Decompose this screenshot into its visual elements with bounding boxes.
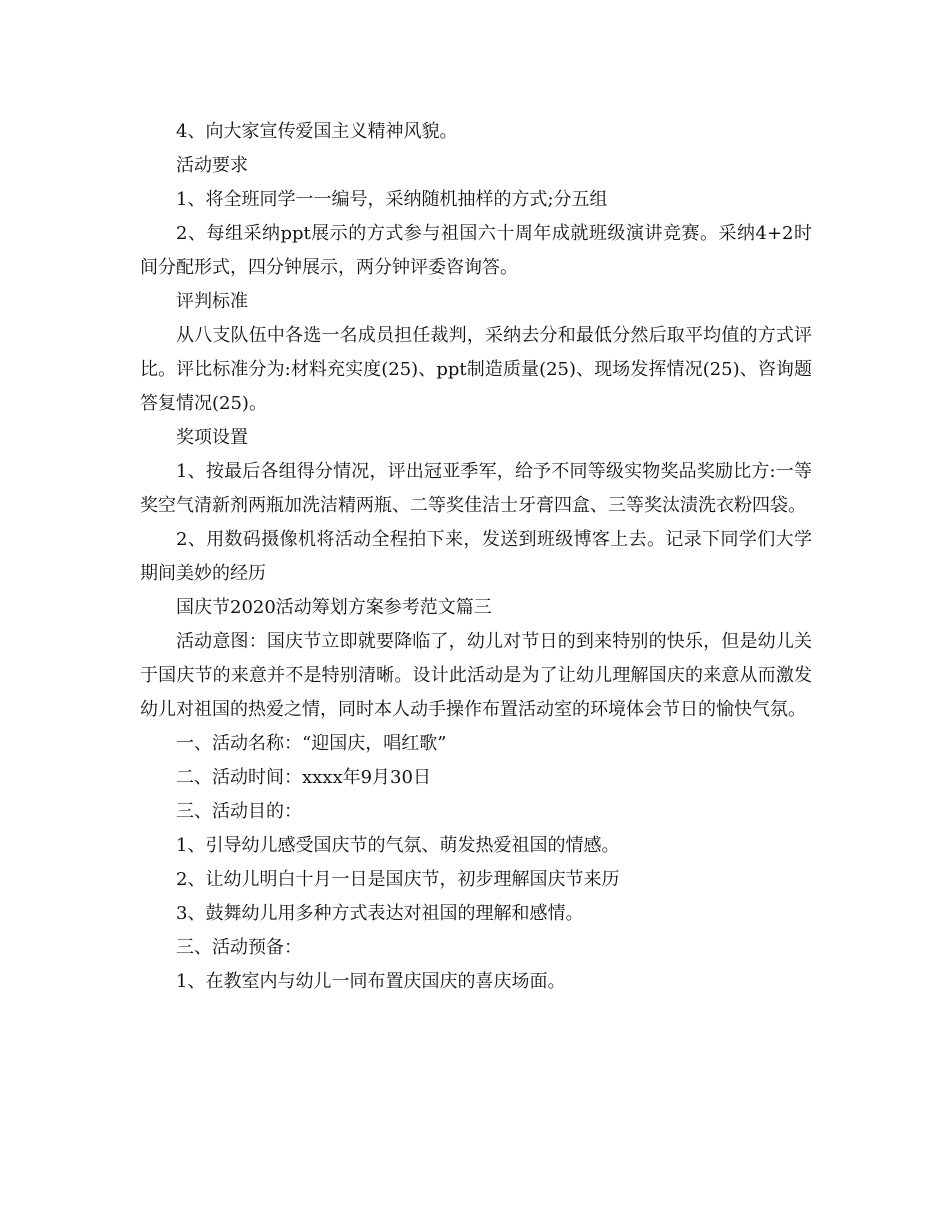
section-heading-sample-three: 国庆节2020活动筹划方案参考范文篇三 xyxy=(176,597,492,618)
paragraph: 三、活动预备： xyxy=(176,937,302,958)
paragraph: 1、在教室内与幼儿一同布置庆国庆的喜庆场面。 xyxy=(176,971,566,992)
paragraph: 活动意图：国庆节立即就要降临了，幼儿对节日的到来特别的快乐，但是幼儿关于国庆节的来意并不是特别清晰。设计此活动是为了让幼儿理解国庆的来意从而激发幼儿对祖国的热爱之情，同时本人动手操作布置活动室的环境体会节日的愉快气氛。 xyxy=(140,631,812,720)
paragraph: 1、将全班同学一一编号，采纳随机抽样的方式;分五组 xyxy=(176,189,608,210)
document-body xyxy=(140,115,812,999)
paragraph: 4、向大家宣传爱国主义精神风貌。 xyxy=(176,121,458,142)
paragraph: 2、每组采纳ppt展示的方式参与祖国六十周年成就班级演讲竞赛。采纳4+2时间分配形式，四分钟展示，两分钟评委咨询答。 xyxy=(140,223,812,278)
paragraph: 1、引导幼儿感受国庆节的气氛、萌发热爱祖国的情感。 xyxy=(176,835,620,856)
section-heading-activity-requirements: 活动要求 xyxy=(176,155,248,176)
section-heading-judging-criteria: 评判标准 xyxy=(176,291,248,312)
paragraph: 三、活动目的： xyxy=(176,801,302,822)
paragraph: 3、鼓舞幼儿用多种方式表达对祖国的理解和感情。 xyxy=(176,903,584,924)
paragraph: 从八支队伍中各选一名成员担任裁判，采纳去分和最低分然后取平均值的方式评比。评比标准分为:材料充实度(25)、ppt制造质量(25)、现场发挥情况(25)、咨询题答复情况(25)。 xyxy=(140,325,812,414)
section-heading-awards: 奖项设置 xyxy=(176,427,248,448)
paragraph: 一、活动名称：“迎国庆，唱红歌” xyxy=(176,733,447,754)
paragraph: 2、用数码摄像机将活动全程拍下来，发送到班级博客上去。记录下同学们大学期间美妙的经历 xyxy=(140,529,812,584)
paragraph: 1、按最后各组得分情况，评出冠亚季军，给予不同等级实物奖品奖励比方:一等奖空气清新剂两瓶加洗洁精两瓶、二等奖佳洁士牙膏四盒、三等奖汰渍洗衣粉四袋。 xyxy=(140,461,812,516)
paragraph: 2、让幼儿明白十月一日是国庆节，初步理解国庆节来历 xyxy=(176,869,620,890)
paragraph: 二、活动时间：xxxx年9月30日 xyxy=(176,767,431,788)
